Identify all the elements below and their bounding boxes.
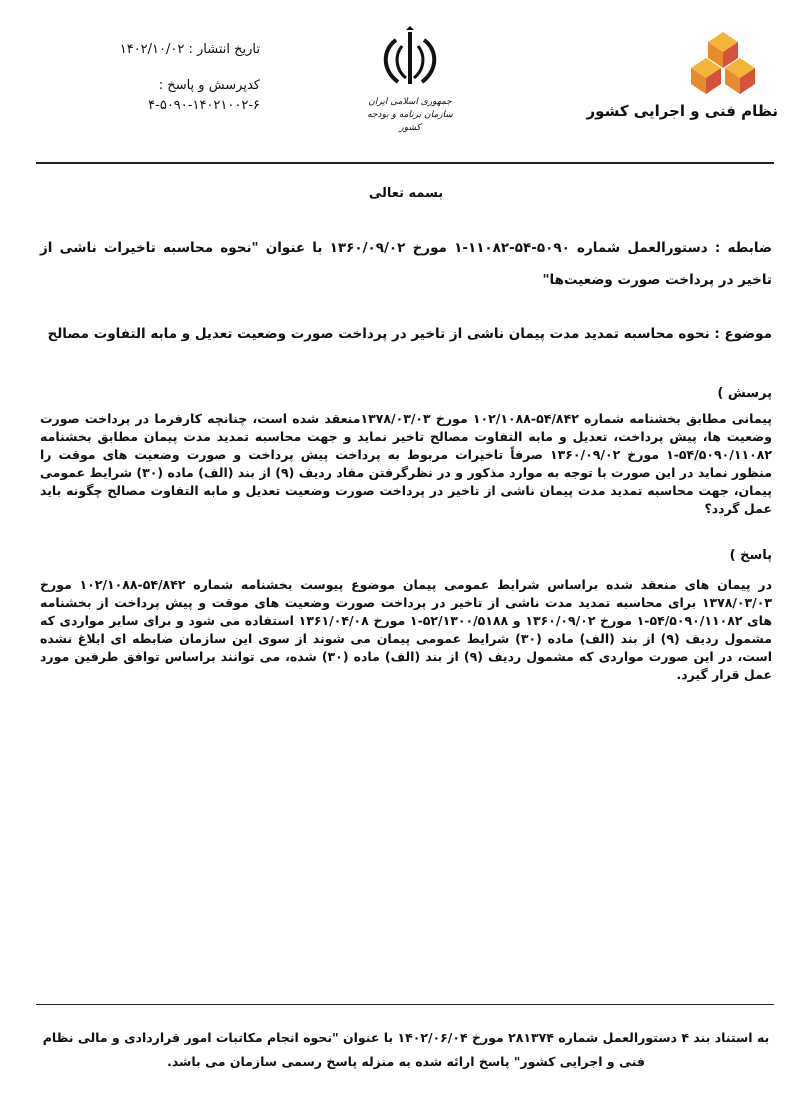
- publish-date: [80, 40, 260, 60]
- bismillah-heading: بسمه تعالی: [368, 186, 444, 201]
- triangle-blocks-icon: [668, 28, 778, 102]
- emblem-line-country: جمهوری اسلامی ایران: [368, 97, 452, 107]
- question-heading: پرسش ): [717, 386, 772, 401]
- emblem-line-organization: سازمان برنامه و بودجه کشور: [367, 110, 453, 133]
- national-emblem: [360, 26, 460, 138]
- question-paragraph: پیمانی مطابق بخشنامه شماره ۵۴/۸۴۲-۱۰۲/۱۰۸۸ مورخ ۱۳۷۸/۰۳/۰۳منعقد شده است، چنانچه کارفرما در پرداخت صورت وضعیت ها، پیش پرداخت، تعدیل و مابه التفاوت مصالح تاخیر نماید و جهت محاسبه تمدید مدت پیمان مطابق بخشنامه ۵۴/۵۰۹۰/۱۱۰۸۲-۱ مورخ ۱۳۶۰/۰۹/۰۲ صرفاً تاخیرات مربوط به پرداخت پیش پرداخت و صورت وضعیت های موقت را منظور نماید در این صورت با توجه به موارد مذکور و در نظرگرفتن مفاد ردیف (۹) از بند (الف) ماده (۳۰) شرایط عمومی پیمان، جهت محاسبه تمدید مدت پیمان ناشی از تاخیر در پرداخت صورت وضعیت تعدیل و مابه التفاوت مصالح چگونه باید عمل گردد؟: [40, 411, 772, 516]
- footer-note: به استناد بند ۴ دستورالعمل شماره ۲۸۱۳۷۴ مورخ ۱۴۰۲/۰۶/۰۴ با عنوان "نحوه انجام مکاتبات امور قراردادی و مالی نظام فنی و اجرایی کشور" پاسخ ارائه شده به منزله پاسخ رسمی سازمان می باشد.: [42, 1030, 770, 1069]
- footer-divider: [36, 1004, 774, 1005]
- qa-code-label: کدپرسش و پاسخ :: [158, 78, 260, 93]
- subject-line: موضوع : نحوه محاسبه تمدید مدت پیمان ناشی از تاخیر در پرداخت صورت وضعیت تعدیل و مابه التفاوت مصالح: [47, 326, 772, 342]
- answer-heading: پاسخ ): [729, 548, 772, 563]
- organization-logo: [586, 28, 778, 128]
- qa-code-value: ۴-۵۰۹۰-۱۴۰۲۱۰۰۲-۶: [148, 98, 260, 113]
- answer-paragraph: در پیمان های منعقد شده براساس شرایط عمومی پیمان موضوع پیوست بخشنامه شماره ۵۴/۸۴۲-۱۰۲/۱۰۸۸ مورخ ۱۳۷۸/۰۳/۰۳ برای محاسبه تمدید مدت ناشی از تاخیر در پرداخت صورت وضعیت های موقت و پیش پرداخت از بخشنامه های ۵۴/۵۰۹۰/۱۱۰۸۲-۱ مورخ ۱۳۶۰/۰۹/۰۲ و ۵۲/۱۳۰۰/۵۱۸۸-۱ مورخ ۱۳۶۱/۰۴/۰۸ استفاده می شود و برای سایر مواردی که مشمول ردیف (۹) از بند (الف) ماده (۳۰) شرایط عمومی پیمان می شوند از سوی این سازمان ضابطه ای ابلاغ نشده است، در این صورت مواردی که مشمول ردیف (۹) از بند (الف) ماده (۳۰) شده، می توانند براساس توافق طرفین مورد عمل قرار گیرد.: [40, 577, 772, 682]
- publish-date-value: ۱۴۰۲/۱۰/۰۲: [119, 42, 185, 57]
- header-divider: [36, 162, 774, 164]
- organization-name: نظام فنی و اجرایی کشور: [586, 102, 778, 120]
- emblem-caption: [360, 96, 460, 135]
- emblem-icon: [360, 26, 460, 92]
- document-metadata: [80, 40, 260, 116]
- publish-date-label: تاریخ انتشار :: [188, 42, 260, 57]
- regulation-reference: ضابطه : دستورالعمل شماره ۵۰۹۰-۵۴-۱۱۰۸۲-۱ مورخ ۱۳۶۰/۰۹/۰۲ با عنوان "نحوه محاسبه تاخیرات ناشی از تاخیر در پرداخت صورت وضعیت‌ها": [40, 240, 772, 288]
